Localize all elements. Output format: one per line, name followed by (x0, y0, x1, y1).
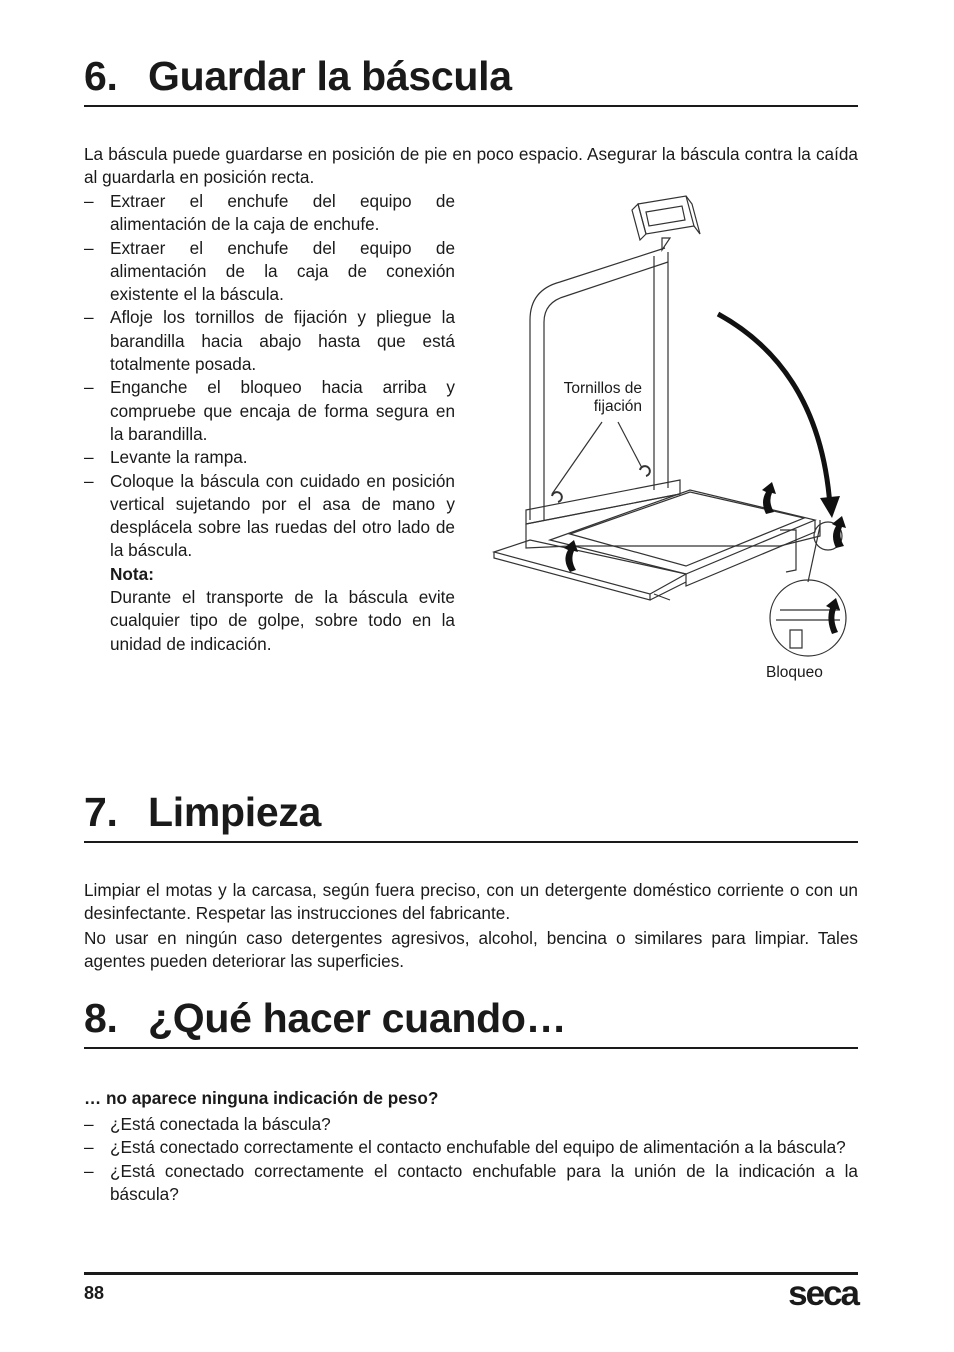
figure-label-lock: Bloqueo (766, 664, 823, 681)
section-8-heading (84, 996, 858, 1049)
section-7-paragraph-2: No usar en ningún caso detergentes agresivos, alcohol, bencina o similares para limpiar. Tales agentes pueden deteriorar las superficies. (84, 928, 858, 972)
section-8-number: 8. (84, 995, 118, 1041)
fold-arrow-icon (718, 314, 840, 518)
note-block (84, 563, 455, 656)
section-7-title: Limpieza (148, 789, 322, 835)
section-6-step-list (84, 190, 455, 656)
figure-label-screws (553, 380, 642, 416)
note-label: Nota: (110, 563, 154, 584)
handrail-icon (530, 238, 670, 520)
section-8-check-list (84, 1113, 858, 1206)
list-item: – ¿Está conectado correctamente el contacto enchufable del equipo de alimentación a la báscula? (84, 1136, 858, 1159)
page-number: 88 (84, 1283, 105, 1303)
display-unit-icon (632, 196, 700, 240)
list-item: – ¿Está conectada la báscula? (84, 1113, 858, 1136)
ramp-icon (494, 540, 686, 600)
section-7-number: 7. (84, 789, 118, 835)
list-item: – Levante la rampa. (84, 446, 455, 469)
section-6-title: Guardar la báscula (148, 53, 512, 99)
scale-illustration (490, 190, 860, 690)
list-item: – Coloque la báscula con cuidado en posición vertical sujetando por el asa de mano y desplácela sobre las ruedas del otro lado de la báscula. (84, 470, 455, 563)
section-8-title: ¿Qué hacer cuando… (148, 995, 567, 1041)
list-item: – Extraer el enchufe del equipo de alimentación de la caja de enchufe. (84, 190, 455, 237)
section-6-intro: La báscula puede guardarse en posición de pie en poco espacio. Asegurar la báscula contra la caída al guardarla en posición recta. (84, 144, 858, 188)
figure-label-screws-line1: Tornillos de (563, 380, 642, 397)
list-item: – Extraer el enchufe del equipo de alimentación de la caja de conexión existente el la báscula. (84, 237, 455, 307)
section-7-paragraph-1: Limpiar el motas y la carcasa, según fuera preciso, con un detergente doméstico corriente o con un desinfectante. Respetar las instrucciones del fabricante. (84, 880, 858, 924)
section-6-number: 6. (84, 53, 118, 99)
section-8-subheading: … no aparece ninguna indicación de peso? (84, 1088, 439, 1108)
list-item: – Afloje los tornillos de fijación y pliegue la barandilla hacia abajo hasta que está totalmente posada. (84, 306, 455, 376)
section-6-heading (84, 54, 858, 107)
list-item: – ¿Está conectado correctamente el contacto enchufable para la unión de la indicación a la báscula? (84, 1160, 858, 1207)
seca-logo: seca (788, 1274, 858, 1313)
note-text: Durante el transporte de la báscula evite cualquier tipo de golpe, sobre todo en la unidad de indicación. (110, 587, 455, 654)
list-item: – Enganche el bloqueo hacia arriba y compruebe que encaja de forma segura en la barandilla. (84, 376, 455, 446)
footer-rule (84, 1272, 858, 1275)
section-7-heading (84, 790, 858, 843)
figure-label-screws-line2: fijación (593, 398, 642, 415)
